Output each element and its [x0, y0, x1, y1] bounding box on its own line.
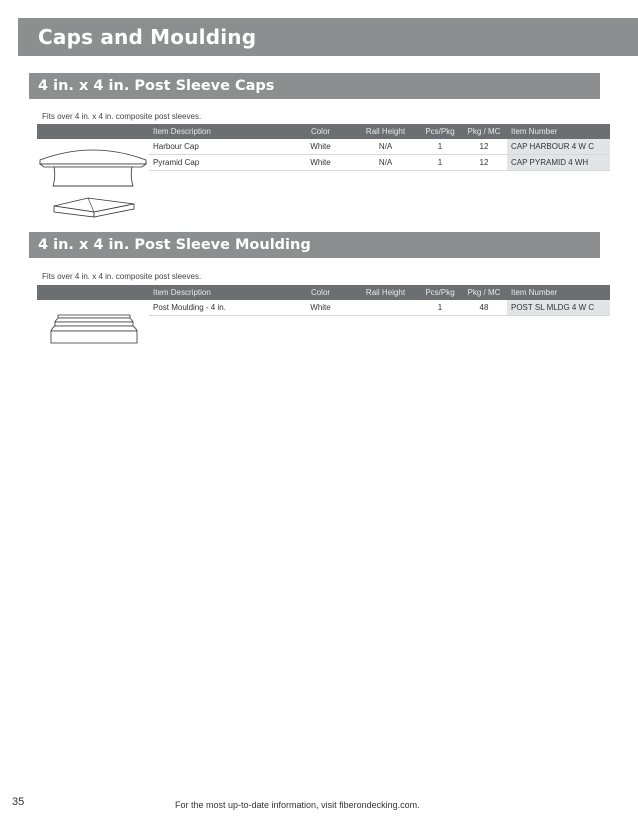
- table-header-row: [37, 124, 610, 139]
- cell-item-number: POST SL MLDG 4 W C: [507, 300, 610, 316]
- section-note-moulding: Fits over 4 in. x 4 in. composite post sleeves.: [42, 272, 202, 281]
- cell-color: White: [289, 300, 352, 316]
- header-item-number: Item Number: [507, 124, 610, 139]
- footer-text: For the most up-to-date information, visit fiberondecking.com.: [175, 800, 420, 810]
- cell-pkg-mc: 12: [461, 139, 507, 155]
- cell-description: Pyramid Cap: [149, 155, 289, 171]
- section-note-caps: Fits over 4 in. x 4 in. composite post sleeves.: [42, 112, 202, 121]
- header-blank: [37, 124, 149, 139]
- cell-color: White: [289, 155, 352, 171]
- header-item-description: Item Description: [149, 124, 289, 139]
- header-blank: [37, 285, 149, 300]
- section-title-caps: 4 in. x 4 in. Post Sleeve Caps: [38, 78, 275, 94]
- header-color: Color: [289, 124, 352, 139]
- section-bar-caps: [29, 73, 600, 99]
- cell-description: Post Moulding - 4 in.: [149, 300, 289, 316]
- cell-rail-height: [352, 300, 419, 316]
- section-bar-moulding: [29, 232, 600, 258]
- harbour-cap-image: [38, 142, 148, 190]
- cell-pcs-pkg: 1: [419, 139, 461, 155]
- section-title-moulding: 4 in. x 4 in. Post Sleeve Moulding: [38, 237, 311, 253]
- header-item-number: Item Number: [507, 285, 610, 300]
- table-header-row: [37, 285, 610, 300]
- cell-color: White: [289, 139, 352, 155]
- cell-rail-height: N/A: [352, 139, 419, 155]
- header-color: Color: [289, 285, 352, 300]
- pyramid-cap-image: [50, 194, 138, 218]
- cell-rail-height: N/A: [352, 155, 419, 171]
- post-moulding-image: [48, 313, 140, 345]
- page-header: [18, 18, 638, 56]
- cell-pkg-mc: 48: [461, 300, 507, 316]
- cell-pkg-mc: 12: [461, 155, 507, 171]
- page-title: Caps and Moulding: [38, 25, 257, 49]
- header-pcs-pkg: Pcs/Pkg: [419, 124, 461, 139]
- header-pkg-mc: Pkg / MC: [461, 285, 507, 300]
- page-number: 35: [12, 796, 25, 808]
- moulding-spec-table: [37, 285, 610, 316]
- cell-item-number: CAP PYRAMID 4 WH: [507, 155, 610, 171]
- header-pcs-pkg: Pcs/Pkg: [419, 285, 461, 300]
- header-rail-height: Rail Height: [352, 124, 419, 139]
- header-pkg-mc: Pkg / MC: [461, 124, 507, 139]
- cell-pcs-pkg: 1: [419, 155, 461, 171]
- header-rail-height: Rail Height: [352, 285, 419, 300]
- cell-item-number: CAP HARBOUR 4 W C: [507, 139, 610, 155]
- header-item-description: Item Description: [149, 285, 289, 300]
- cell-pcs-pkg: 1: [419, 300, 461, 316]
- cell-description: Harbour Cap: [149, 139, 289, 155]
